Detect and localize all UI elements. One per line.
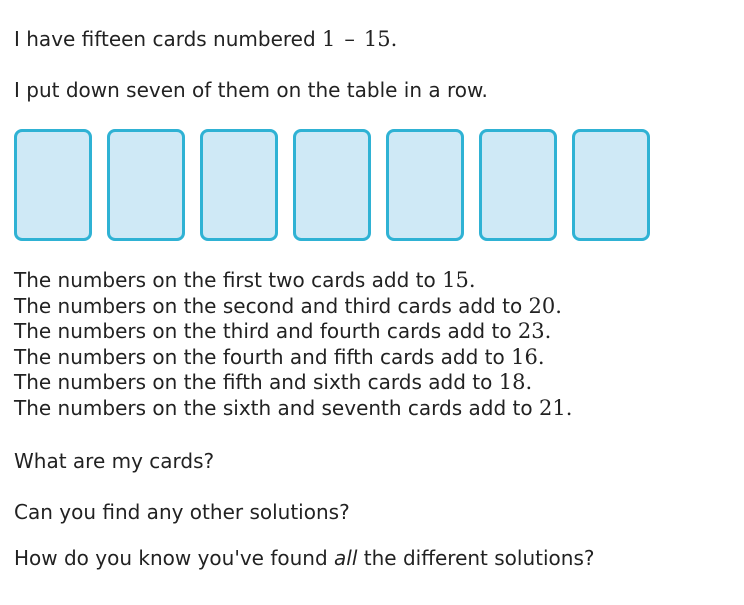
clue-5: The numbers on the fifth and sixth cards add to 18. (14, 370, 533, 394)
card-3 (200, 129, 278, 241)
clue-2: The numbers on the second and third cards add to 20. (14, 294, 562, 318)
question-other-solutions: Can you find any other solutions? (14, 500, 350, 524)
card-7 (572, 129, 650, 241)
clue-3: The numbers on the third and fourth cards add to 23. (14, 319, 552, 343)
question-all-solutions: How do you know you've found all the different solutions? (14, 546, 595, 570)
card-row (14, 129, 654, 241)
intro-prefix: I have fifteen cards numbered (14, 27, 323, 51)
range-dash: – (344, 27, 355, 51)
question-cards: What are my cards? (14, 449, 215, 473)
card-5 (386, 129, 464, 241)
range-end: 15 (363, 27, 391, 51)
clue-4: The numbers on the fourth and fifth cards add to 16. (14, 345, 545, 369)
card-1 (14, 129, 92, 241)
intro-suffix: . (390, 27, 398, 51)
clue-6: The numbers on the sixth and seventh cards add to 21. (14, 396, 573, 420)
card-2 (107, 129, 185, 241)
setup-line: I put down seven of them on the table in a row. (14, 78, 488, 102)
range-start: 1 (322, 27, 336, 51)
card-4 (293, 129, 371, 241)
intro-line (14, 26, 397, 52)
emphasis-all: all (334, 546, 358, 570)
card-6 (479, 129, 557, 241)
clue-1: The numbers on the first two cards add to 15. (14, 268, 476, 292)
